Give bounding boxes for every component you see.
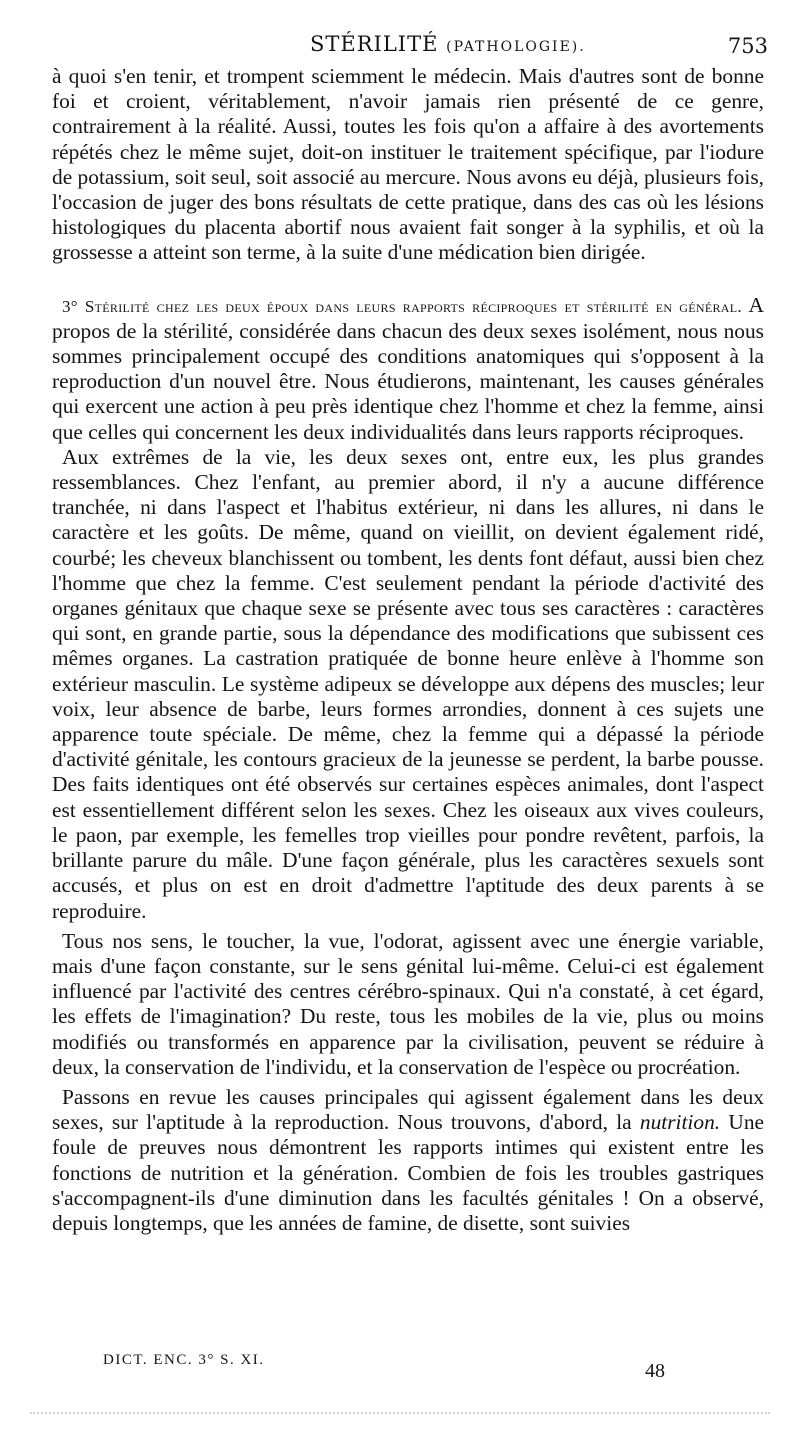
- running-title-text: STÉRILITÉ: [310, 32, 439, 56]
- paragraph-3: Aux extrêmes de la vie, les deux sexes ont, entre eux, les plus grandes ressemblances. Chez l'enfant, au premier abord, il n'y a aucune différence tranchée, ni dans l'aspect et l'habitus extérieur, ni dans les allures, ni dans le caractère et les goûts. De même, quand on vieillit, on devient également ridé, courbé; les cheveux blanchissent ou tombent, les dents font défaut, aussi bien chez l'homme que chez la femme. C'est seulement pendant la période d'activité des organes génitaux que chaque sexe se présente avec tous ses caractères : caractères qui sont, en grande partie, sous la dépendance des modifications que subissent ces mêmes organes. La castration pratiquée de bonne heure enlève à l'homme son extérieur masculin. Le système adipeux se développe aux dépens des muscles; leur voix, leur absence de barbe, leurs formes arrondies, donnent à ces sujets une apparence toute spéciale. De même, chez la femme qui a dépassé la période d'activité génitale, les contours gracieux de la jeunesse se perdent, la barbe pousse. Des faits identiques ont été observés sur certaines espèces animales, dont l'aspect est essentiellement différent selon les sexes. Chez les oiseaux aux vives couleurs, le paon, par exemple, les femelles trop vieilles pour pondre revêtent, parfois, la brillante parure du mâle. D'une façon générale, plus les caractères sexuels sont accusés, et plus on est en droit d'admettre l'aptitude des deux parents à se reproduire.: [52, 444, 764, 923]
- section-heading: 3° Stérilité chez les deux époux dans leurs rapports réciproques et stérilité en général.: [62, 296, 742, 316]
- paragraph-2: [52, 293, 764, 445]
- body-text: [52, 64, 764, 1236]
- paragraph-2-text: A propos de la stérilité, considérée dans chacun des deux sexes isolément, nous nous sommes principalement occupé des conditions anatomiques qui s'opposent à la reproduction d'un nouvel être. Nous étudierons, maintenant, les causes générales qui exercent une action à peu près identique chez l'homme et chez la femme, ainsi que celles qui concernent les deux individualités dans leurs rapports réciproques.: [52, 292, 764, 444]
- page-number: 753: [727, 34, 768, 58]
- running-subtitle: (PATHOLOGIE).: [446, 39, 586, 55]
- nutrition-word: nutrition.: [639, 1110, 721, 1135]
- paragraph-5-start: Passons en revue les causes principales qui agissent également dans les deux: [62, 1084, 764, 1109]
- running-title: [310, 32, 586, 56]
- page-footer: [103, 1352, 703, 1392]
- paragraph-1: à quoi s'en tenir, et trompent sciemment le médecin. Mais d'autres sont de bonne foi et croient, véritablement, n'avoir jamais rien présenté de ce genre, contrairement à la réalité. Aussi, toutes les fois qu'on a affaire à des avortements répétés chez le même sujet, doit-on instituer le traitement spécifique, par l'iodure de potassium, soit seul, soit associé au mercure. Nous avons eu déjà, plusieurs fois, l'occasion de juger des bons résultats de cette pratique, dans des cas où les lésions histologiques du placenta abortif nous avaient fait songer à la syphilis, et où la grossesse a atteint son terme, à la suite d'une médication bien dirigée.: [52, 64, 764, 265]
- paragraph-5-cont: sexes, sur l'aptitude à la reproduction. Nous trouvons, d'abord, la: [52, 1110, 632, 1135]
- signature-mark: DICT. ENC. 3° S. XI.: [103, 1352, 265, 1368]
- paragraph-5: [52, 1085, 764, 1236]
- signature-number: 48: [645, 1360, 665, 1382]
- bleed-through-line: [30, 1412, 770, 1416]
- running-header: [52, 30, 768, 66]
- paragraph-5-end: Une foule de preuves nous démontrent les rapports intimes qui existent entre les fonctions de nutrition et la génération. Combien de fois les troubles gastriques s'accompagnent-ils d'une diminution dans les facultés génitales ! On a observé, depuis longtemps, que les années de famine, de disette, sont suivies: [52, 1110, 765, 1235]
- paragraph-4: Tous nos sens, le toucher, la vue, l'odorat, agissent avec une énergie variable, mais d'une façon constante, sur le sens génital lui-même. Celui-ci est également influencé par l'activité des centres cérébro-spinaux. Qui n'a constaté, à cet égard, les effets de l'imagination? Du reste, tous les mobiles de la vie, plus ou moins modifiés ou transformés en apparence par la civilisation, peuvent se réduire à deux, la conservation de l'individu, et la conservation de l'espèce ou procréation.: [52, 928, 764, 1079]
